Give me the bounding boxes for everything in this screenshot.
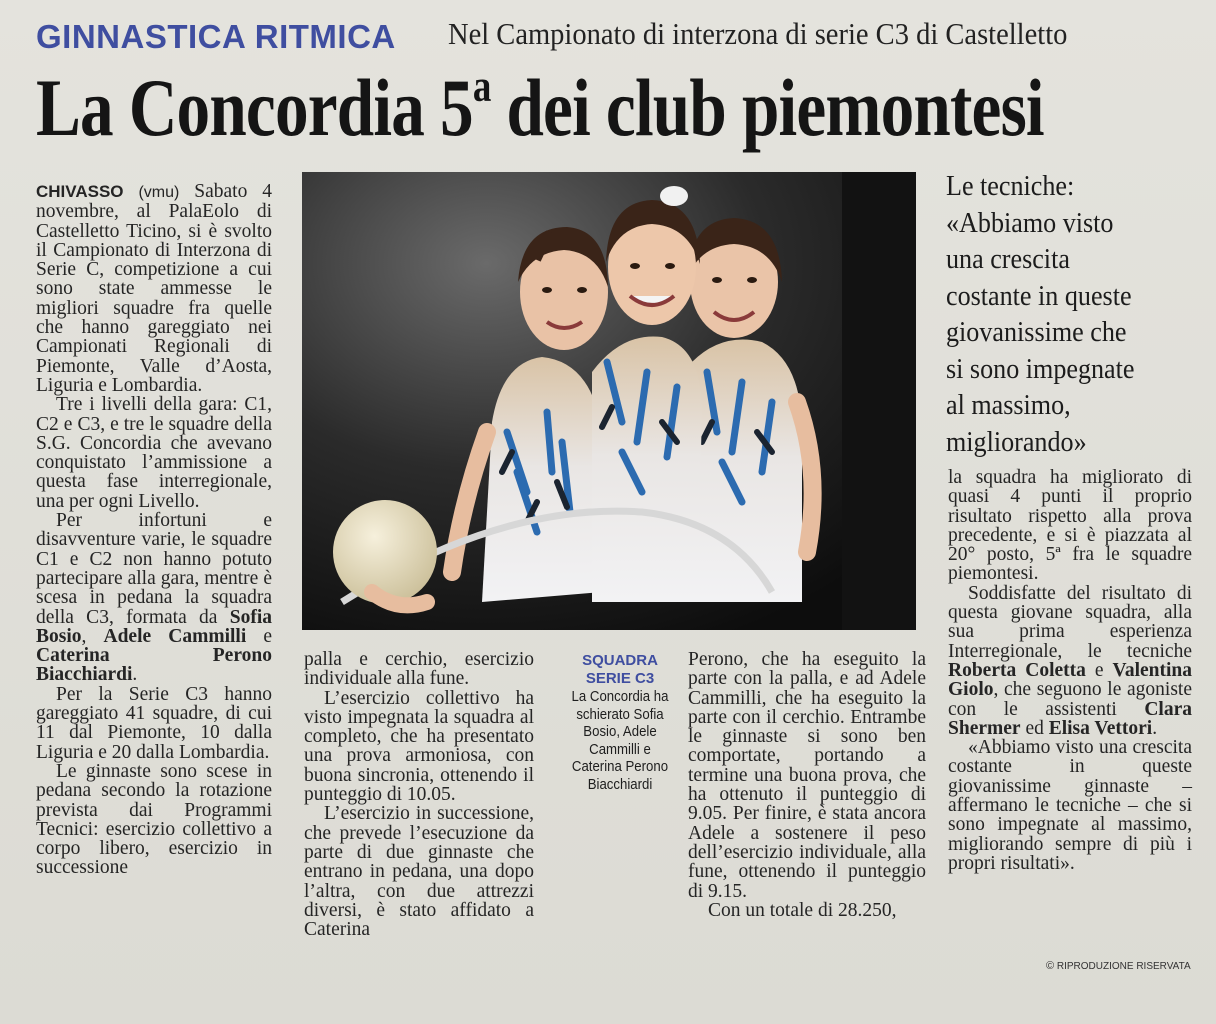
dateline: CHIVASSO [36,182,124,201]
paragraph: Le ginnaste sono scese in pedana secondo la rotazione prevista dai Programmi Tecnici: esercizio collettivo a corpo libero, esercizio in successione [36,760,272,879]
pull-quote-line: una crescita [946,243,1070,275]
pull-quote-line: al massimo, [946,389,1071,421]
paragraph: palla e cerchio, esercizio individuale alla fune. [304,649,534,690]
athlete-name: Adele Cammilli [103,625,247,647]
separator: e [246,625,273,647]
headline-superscript: a [472,61,491,111]
athlete-name: Sofia Bosio [36,606,272,647]
paragraph-text: . [132,664,138,686]
paragraph: Per la Serie C3 hanno gareggiato 41 squadre, di cui 11 dal Piemonte, 10 dalla Liguria e 20 dalla Lombardia. [36,683,272,763]
caption-title-2: SERIE C3 [585,670,655,687]
pull-quote-line: giovanissime che [946,316,1127,348]
article-column-4 [948,468,1192,873]
headline [36,60,1044,155]
gymnasts-illustration [302,172,916,630]
separator: , [81,625,104,647]
paragraph-text: Soddisfatte del risultato di questa giovane squadra, alla sua prima esperienza Interregionale, le tecniche [948,582,1192,662]
pull-quote-line: «Abbiamo visto [946,206,1114,239]
paragraph-text: Per infortuni e disavventure varie, le squadre C1 e C2 non hanno potuto partecipare alla gara, mentre è scesa in pedana la squadra della C3, formata da [36,510,272,628]
photo-caption [558,652,682,794]
caption-title-1: SQUADRA [582,652,658,669]
pull-quote-line: si sono impegnate [946,352,1135,385]
copyright-text: RIPRODUZIONE RISERVATA [1056,961,1191,972]
paragraph-text: Sabato 4 novembre, al PalaEolo di Castelletto Ticino, si è svolto il Campionato di Interzona di Serie C, competizione a cui sono state ammesse le migliori squadre fra quelle che hanno gareggiato nei Campionati Regionali di Piemonte, Valle d’Aosta, Liguria e Lombardia. [36,181,273,396]
paragraph: L’esercizio collettivo ha visto impegnata la squadra al completo, che ha presentato una prova armoniosa, con buona sincronia, ottenendo il punteggio di 10.05. [304,687,534,806]
team-photo [302,172,916,630]
separator: ed [1020,717,1049,739]
paragraph: Con un totale di 28.250, [708,899,897,921]
overline: Nel Campionato di interzona di serie C3 di Castelletto [448,16,1068,51]
paragraph [36,182,272,395]
paragraph: L’esercizio in successione, che prevede l’esecuzione da parte di due ginnaste che entrano in pedana, una dopo l’altra, con due attrezzi diversi, è stato affidato a Caterina [304,803,534,941]
paragraph: «Abbiamo visto una crescita costante in queste giovanissime ginnaste – affermano le tecniche – che si sono impegnate al massimo, migliorando sempre di più i propri risultati». [948,737,1192,874]
paragraph-text: . [1152,717,1158,739]
coach-name: Valentina Giolo [948,659,1192,701]
paragraph [948,584,1192,738]
pull-quote-line: Le tecniche: [946,170,1075,202]
copyright-icon: © [1046,960,1055,972]
article-column-3 [688,650,926,920]
paragraph: la squadra ha migliorato di quasi 4 punti il proprio risultato rispetto alla prova precedente, e si è piazzata al 20° posto, 5ª fra le squadre piemontesi. [948,467,1192,585]
assistant-name: Clara Shermer [948,698,1192,739]
coach-name: Roberta Coletta [948,659,1086,681]
pull-quote-line: costante in queste [946,279,1132,312]
paragraph [36,511,272,685]
article-column-1 [36,182,272,878]
headline-main: La Concordia 5 [36,61,473,153]
paragraph: Tre i livelli della gara: C1, C2 e C3, e tre le squadre della S.G. Concordia che avevano conquistato l’ammissione a questa fase interregionale, una per ogni Livello. [36,394,272,512]
copyright-notice [1046,960,1191,972]
article-column-2 [304,650,534,939]
byline: (vmu) [138,184,180,201]
section-kicker: GINNASTICA RITMICA [36,18,396,55]
paragraph-text: , che seguono le agoniste con le assistenti [948,679,1192,720]
headline-rest: dei club piemontesi [490,61,1044,153]
assistant-name: Elisa Vettori [1048,717,1153,739]
pull-quote [946,168,1180,460]
athlete-name: Caterina Perono Biacchiardi [36,645,272,686]
separator: e [1085,659,1113,681]
gymnast-center [592,186,702,602]
paragraph: Perono, che ha eseguito la parte con la palla, e ad Adele Cammilli, che ha eseguito la parte con il cerchio. Entrambe le ginnaste si sono ben comportate, portando a termine una buona prova, che ha ottenuto il punteggio di 9.05. Per finire, è stata ancora Adele a sostenere il peso dell’esercizio individuale, alla fune, ottenendo il punteggio di 9.15. [688,649,926,902]
caption-body: La Concordia ha schierato Sofia Bosio, Adele Cammilli e Caterina Perono Biacchiardi [571,688,669,793]
ball-shape [333,500,437,604]
pull-quote-line: migliorando» [946,425,1087,458]
